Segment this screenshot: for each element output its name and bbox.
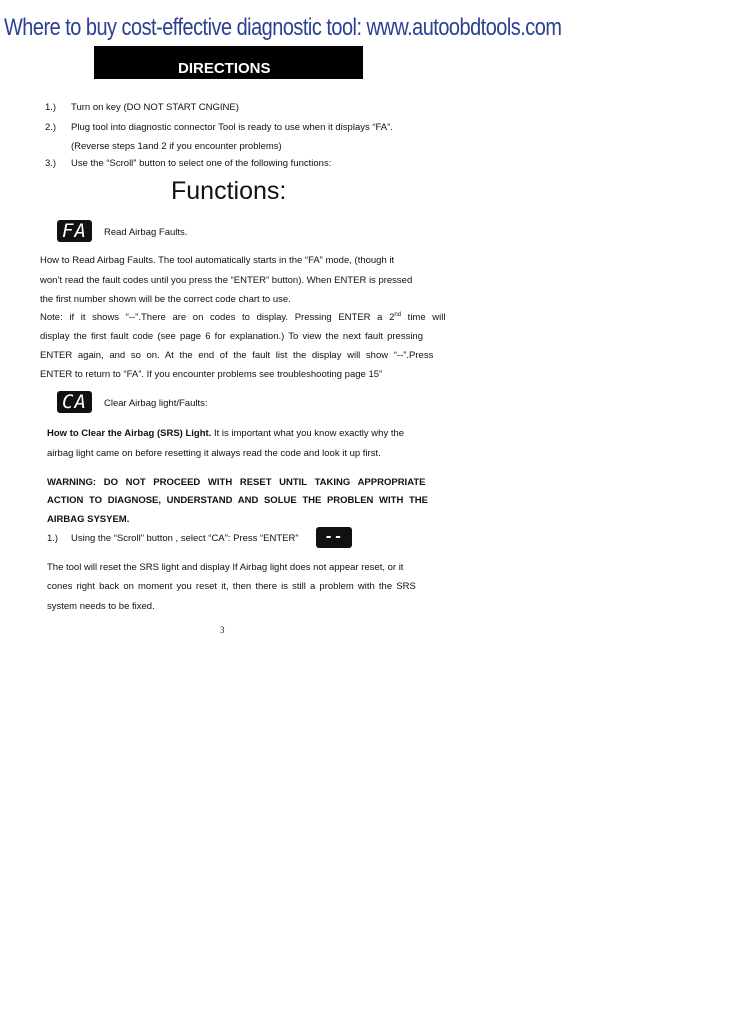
fa-note-line-3: ENTER again, and so on. At the end of the fault list the display will show “--”.Press — [40, 350, 434, 361]
step-number: 1.) — [47, 533, 59, 544]
result-line-2: cones right back on moment you reset it, then there is still a problem with the SRS — [47, 581, 416, 592]
warning-line-1: WARNING: DO NOT PROCEED WITH RESET UNTIL TAKING APPROPRIATE — [47, 477, 426, 488]
functions-heading: Functions: — [171, 177, 287, 205]
banner-link[interactable]: Where to buy cost-effective diagnostic tool: www.autoobdtools.com — [4, 14, 562, 41]
fa-note-line-2: display the first fault code (see page 6 for explanation.) To view the next fault pressing — [40, 331, 424, 342]
warning-line-3: AIRBAG SYSYEM. — [47, 514, 130, 525]
step-number: 3.) — [45, 158, 57, 169]
ca-howto-line-2: airbag light came on before resetting it always read the code and look it up first. — [47, 448, 381, 459]
directions-header — [94, 46, 363, 79]
fa-label: Read Airbag Faults. — [104, 227, 188, 238]
note-text: Note: if it shows “--”.There are on codes to display. Pressing ENTER a 2 — [40, 312, 395, 324]
note-superscript: nd — [394, 312, 402, 318]
step-number: 2.) — [45, 122, 57, 133]
step-text: Turn on key (DO NOT START CNGINE) — [71, 102, 239, 113]
ca-howto-heading: How to Clear the Airbag (SRS) Light. — [47, 428, 212, 439]
fa-line-3: the first number shown will be the correct code chart to use. — [40, 294, 291, 305]
result-line-1: The tool will reset the SRS light and display If Airbag light does not appear reset, or it — [47, 562, 404, 573]
step-text: Plug tool into diagnostic connector Tool is ready to use when it displays “FA”. — [71, 122, 393, 133]
page-number: 3 — [220, 625, 225, 635]
fa-note-line-4: ENTER to return to “FA”. If you encounter problems see troubleshooting page 15” — [40, 369, 383, 380]
fa-note-line-1 — [40, 312, 446, 324]
ca-howto-line-1 — [47, 428, 404, 439]
result-line-3: system needs to be fixed. — [47, 601, 155, 612]
ca-label: Clear Airbag light/Faults: — [104, 398, 208, 409]
ca-howto-text: It is important what you know exactly why the — [211, 428, 405, 439]
note-text-end: time will — [401, 312, 446, 324]
dash-display-icon: -- — [316, 527, 352, 548]
fa-line-2: won’t read the fault codes until you press the “ENTER” button). When ENTER is pressed — [40, 275, 413, 286]
step-number: 1.) — [45, 102, 57, 113]
step-text: Use the “Scroll” button to select one of the following functions: — [71, 158, 332, 169]
directions-title: DIRECTIONS — [178, 60, 271, 77]
step-text: Using the “Scroll” button , select “CA”: Press “ENTER” — [71, 533, 299, 544]
step-text: (Reverse steps 1and 2 if you encounter problems) — [71, 141, 282, 152]
warning-line-2: ACTION TO DIAGNOSE, UNDERSTAND AND SOLUE THE PROBLEN WITH THE — [47, 495, 428, 506]
ca-display-icon: CA — [57, 391, 92, 413]
fa-line-1: How to Read Airbag Faults. The tool automatically starts in the “FA” mode, (though it — [40, 255, 395, 266]
fa-display-icon: FA — [57, 220, 92, 242]
